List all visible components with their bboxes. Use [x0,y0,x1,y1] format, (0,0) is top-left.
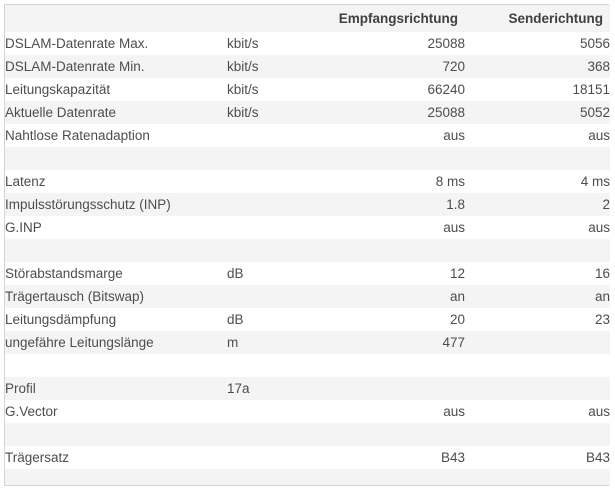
row-tx-value: 5056 [579,36,610,51]
row-rx-value: 25088 [427,36,465,51]
row-unit: 17a [227,381,250,396]
table-row-impulsstoerungsschutz [5,193,610,216]
row-rx-value: 1.8 [446,197,465,212]
row-tx-value [465,377,610,400]
row-rx-value: B43 [440,450,465,465]
row-unit [227,446,315,469]
row-label: DSLAM-Datenrate Max. [5,36,149,51]
table-row-spacer [5,423,610,446]
row-tx-value: 16 [594,266,610,281]
table-row-spacer [5,239,610,262]
row-unit: kbit/s [227,36,259,51]
row-unit [227,147,315,170]
row-tx-value: 2 [602,197,610,212]
row-tx-value: aus [588,404,610,419]
row-rx-value: 12 [449,266,465,281]
row-tx-value: 5052 [579,105,610,120]
table-row-ginp [5,216,610,239]
row-label [5,469,227,485]
row-tx-value [465,331,610,354]
dsl-statistics-table [5,5,610,485]
header-row [5,5,610,32]
row-unit: dB [227,266,244,281]
row-unit: m [227,335,239,350]
table-row-leitungskapazitaet [5,78,610,101]
table-row-leitungsdaempfung [5,308,610,331]
row-label: Störabstandsmarge [5,266,123,281]
header-downstream-column: Empfangsrichtung [338,11,458,26]
header-unit-column [227,5,315,32]
row-unit: kbit/s [227,59,259,74]
row-rx-value: aus [443,128,465,143]
header-upstream-column: Senderichtung [508,11,603,26]
table-row-spacer [5,147,610,170]
row-tx-value: B43 [585,450,610,465]
row-rx-value: 8 ms [435,174,465,189]
table-row-traegersatz [5,446,610,469]
row-label [5,423,227,446]
row-label: Trägersatz [5,450,70,465]
row-unit [227,124,315,147]
table-row-gvector [5,400,610,423]
row-unit: dB [227,312,244,327]
row-unit [227,423,315,446]
row-label: Impulsstörungsschutz (INP) [5,197,171,212]
row-rx-value [315,239,465,262]
row-tx-value: aus [588,128,610,143]
row-unit [227,170,315,193]
row-label [5,147,227,170]
row-label [5,354,227,377]
row-rx-value: aus [443,404,465,419]
row-unit [227,400,315,423]
row-unit: kbit/s [227,82,259,97]
row-label [5,239,227,262]
row-label: DSLAM-Datenrate Min. [5,59,145,74]
row-tx-value [465,423,610,446]
row-label: Nahtlose Ratenadaption [5,128,150,143]
row-rx-value: 477 [442,335,465,350]
row-tx-value [465,239,610,262]
row-tx-value: aus [588,220,610,235]
table-row-latenz [5,170,610,193]
table-row-aktuelle-datenrate [5,101,610,124]
row-tx-value [465,354,610,377]
table-row-traegertausch [5,285,610,308]
row-label: Aktuelle Datenrate [5,105,117,120]
row-rx-value [315,147,465,170]
table-row-spacer [5,354,610,377]
table-body [5,32,610,485]
row-tx-value: an [594,289,610,304]
table-row-dslam-datenrate-min [5,55,610,78]
dsl-statistics-panel [4,4,609,486]
row-rx-value: 66240 [427,82,465,97]
row-unit [227,285,315,308]
row-rx-value [315,354,465,377]
row-label: Latenz [5,174,46,189]
row-label: Leitungskapazität [5,82,111,97]
row-tx-value: 23 [594,312,610,327]
row-tx-value: 4 ms [580,174,610,189]
table-header [5,5,610,32]
table-row-spacer [5,469,610,485]
row-label: Profil [5,381,36,396]
table-row-nahtlose-ratenadaption [5,124,610,147]
row-rx-value [315,377,465,400]
row-rx-value: an [449,289,465,304]
header-label-column [5,5,227,32]
row-label: Leitungsdämpfung [5,312,117,327]
row-unit [227,469,315,485]
row-tx-value [465,147,610,170]
row-tx-value: 18151 [572,82,610,97]
table-row-dslam-datenrate-max [5,32,610,55]
row-rx-value [315,469,465,485]
table-row-stoerabstandsmarge [5,262,610,285]
row-label: Trägertausch (Bitswap) [5,289,145,304]
table-row-profil [5,377,610,400]
row-label: G.INP [5,220,42,235]
row-unit [227,193,315,216]
row-tx-value [465,469,610,485]
row-label: G.Vector [5,404,58,419]
row-rx-value: aus [443,220,465,235]
table-row-leitungslaenge [5,331,610,354]
row-rx-value [315,423,465,446]
row-tx-value: 368 [587,59,610,74]
row-label: ungefähre Leitungslänge [5,335,154,350]
row-rx-value: 25088 [427,105,465,120]
row-rx-value: 720 [442,59,465,74]
row-unit [227,354,315,377]
row-unit [227,216,315,239]
row-unit [227,239,315,262]
row-rx-value: 20 [449,312,465,327]
row-unit: kbit/s [227,105,259,120]
